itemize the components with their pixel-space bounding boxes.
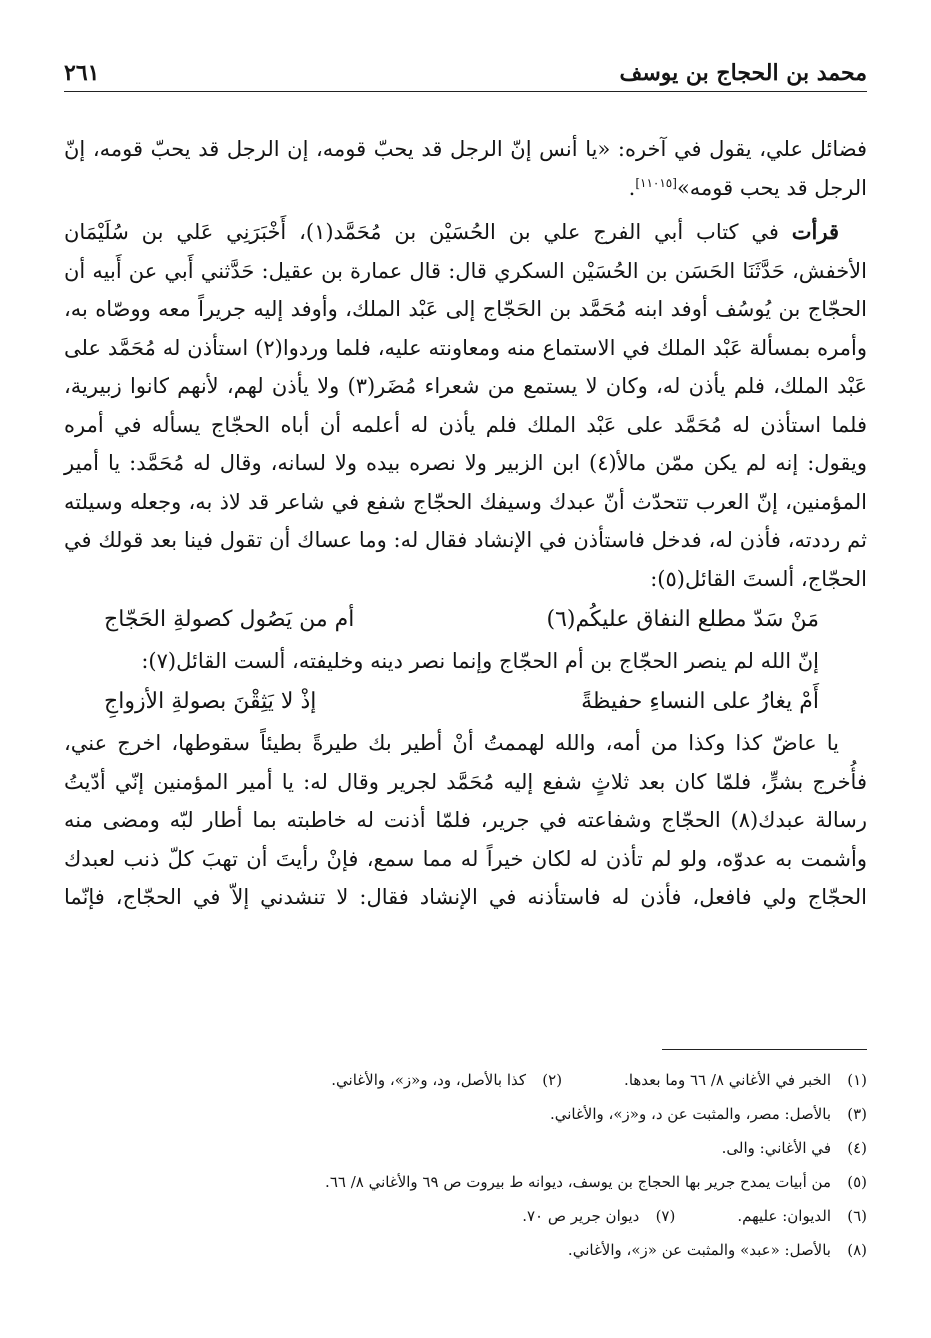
- verse-1-second-hemistich: أم من يَصُول كصولةِ الحَجّاج: [104, 607, 355, 632]
- verse-1-first-hemistich: مَنْ سَدّ مطلع النفاق عليكُم(٦): [546, 607, 819, 632]
- verse-2: [64, 680, 867, 724]
- footnote-number: (٢): [542, 1071, 563, 1089]
- footnote-text: من أبيات يمدح جرير بها الحجاج بن يوسف، ديوانه ط بيروت ص ٦٩ والأغاني ٨/ ٦٦.: [325, 1173, 831, 1191]
- footnote-number: (٤): [847, 1139, 867, 1157]
- verse-2-second-hemistich: إذْ لا يَثِقْنَ بصولةِ الأزواجِ: [104, 689, 317, 714]
- paragraph-1: فضائل علي، يقول في آخره: «يا أنس إنّ الرجل قد يحبّ قومه، إن الرجل قد يحبّ قومه، إنّ الرجل قد يحب قومه»[١١٠١٥].: [64, 137, 867, 200]
- running-head: محمد بن الحجاج بن يوسف: [619, 60, 867, 86]
- footnote-text: ديوان جرير ص ٧٠.: [522, 1207, 640, 1225]
- header-rule: [64, 91, 867, 92]
- footnotes: [64, 1063, 867, 1267]
- footnote-text: بالأصل: مصر، والمثبت عن د، و«ز»، والأغاني.: [549, 1105, 831, 1123]
- footnote-7: [522, 1199, 675, 1233]
- footnote-2: [331, 1063, 562, 1097]
- footnote-text: الخبر في الأغاني ٨/ ٦٦ وما بعدها.: [624, 1071, 831, 1089]
- lead-word: قرأت: [791, 219, 840, 244]
- footnote-row: [64, 1063, 867, 1097]
- main-text: [64, 130, 867, 917]
- paragraph-2: [64, 213, 867, 598]
- footnote-number: (١): [847, 1071, 867, 1089]
- paragraph-3-text: يا عاضّ كذا وكذا من أمه، والله لهممتُ أنْ أطير بك طيرةً بطيئاً سقوطها، اخرج عني، فأُخرج بشرٍّ، فلمّا كان بعد ثلاثٍ شفع إليه مُحَمَّد لجرير وقال له: يا أمير المؤمنين إنّي أدّيتُ رسالة عبدك(٨) الحجّاج وشفاعته في جرير، فلمّا أذنت له خاطبته بما أطار لبّه ومضى منه وأشمت به عدوّه، ولو لم تأذن له لكان خيراً له مما سمع، فإنْ رأيتَ أن تهبَ كلّ ذنب لعبدك الحجّاج ولي فافعل، فأذن له فاستأذنه في الإنشاد فقال: لا تنشدني إلاّ في الحجّاج، فإنّما: [64, 731, 867, 909]
- page-header: [64, 54, 867, 90]
- footnote-row: [64, 1131, 867, 1165]
- paragraph-3: [64, 724, 867, 917]
- page-number: ٢٦١: [64, 60, 100, 86]
- footnote-3: [550, 1097, 867, 1131]
- footnote-row: [64, 1233, 867, 1267]
- verse-2-first-hemistich: أَمْ يغارُ على النساءِ حفيظةً: [581, 689, 819, 714]
- footnote-text: بالأصل: «عبد» والمثبت عن «ز»، والأغاني.: [567, 1241, 831, 1259]
- footnote-5: [325, 1165, 867, 1199]
- footnote-8: [568, 1233, 867, 1267]
- footnote-number: (٥): [847, 1173, 867, 1191]
- footnote-text: كذا بالأصل، ود، و«ز»، والأغاني.: [331, 1071, 527, 1089]
- footnote-1: [624, 1063, 867, 1097]
- footnote-row: [64, 1165, 867, 1199]
- reference-marker: [١١٠١٥]: [635, 175, 677, 190]
- footnote-row: [64, 1097, 867, 1131]
- footnote-text: الديوان: عليهم.: [737, 1207, 831, 1225]
- footnote-text: في الأغاني: والى.: [721, 1139, 831, 1157]
- footnote-row: [64, 1199, 867, 1233]
- footnote-4: [722, 1131, 867, 1165]
- paragraph-2-text: في كتاب أبي الفرج علي بن الحُسَيْن بن مُحَمَّد(١)، أَخْبَرَنِي عَلي بن سُلَيْمَان الأخفش، حَدَّثَنَا الحَسَن بن الحُسَيْن السكري قال: قال عمارة بن عقيل: حَدَّثني أَبي عن أَبيه أن الحجّاج بن يُوسُف أوفد ابنه مُحَمَّد بن الحَجّاج إلى عَبْد الملك، وأوفد إليه جريراً معه ووصّاه به، وأمره بمسألة عَبْد الملك في الاستماع منه ومعاونته عليه، فلما وردوا(٢) استأذن له مُحَمَّد على عَبْد الملك، فلم يأذن له، وكان لا يستمع من شعراء مُضَر(٣) ولا يأذن لهم، لأنهم كانوا زبيرية، فلما استأذن له مُحَمَّد على عَبْد الملك فلم يأذن له أعلمه أن أباه الحجّاج يسأله في أمره ويقول: إنه لم يكن ممّن مالأ(٤) ابن الزبير ولا نصره بيده ولا لسانه، وقال له مُحَمَّد: يا أمير المؤمنين، إنّ العرب تتحدّث أنّ عبدك وسيفك الحجّاج شفع في شاعر قد لاذ به، وجعله وسيلته ثم رددته، فأذن له، فدخل فاستأذن في الإنشاد فقال له: وما عساك أن تقول فينا بعد قولك في الحجّاج، ألستَ القائل(٥):: [64, 220, 868, 591]
- paragraph-1-text: فضائل علي، يقول في آخره: «يا أنس إنّ الرجل قد يحبّ قومه، إن الرجل قد يحبّ قومه، إنّ الرجل قد يحب قومه»: [64, 137, 867, 200]
- footnote-number: (٧): [655, 1207, 676, 1225]
- footnote-rule: [662, 1049, 867, 1050]
- footnote-number: (٣): [847, 1105, 867, 1123]
- interlude-line: إنّ الله لم ينصر الحجّاج بن أم الحجّاج وإنما نصر دينه وخليفته، ألست القائل(٧):: [141, 649, 819, 673]
- footnote-number: (٨): [847, 1241, 867, 1259]
- verse-1: [64, 598, 867, 642]
- footnote-number: (٦): [847, 1207, 867, 1225]
- footnote-6: [737, 1199, 867, 1233]
